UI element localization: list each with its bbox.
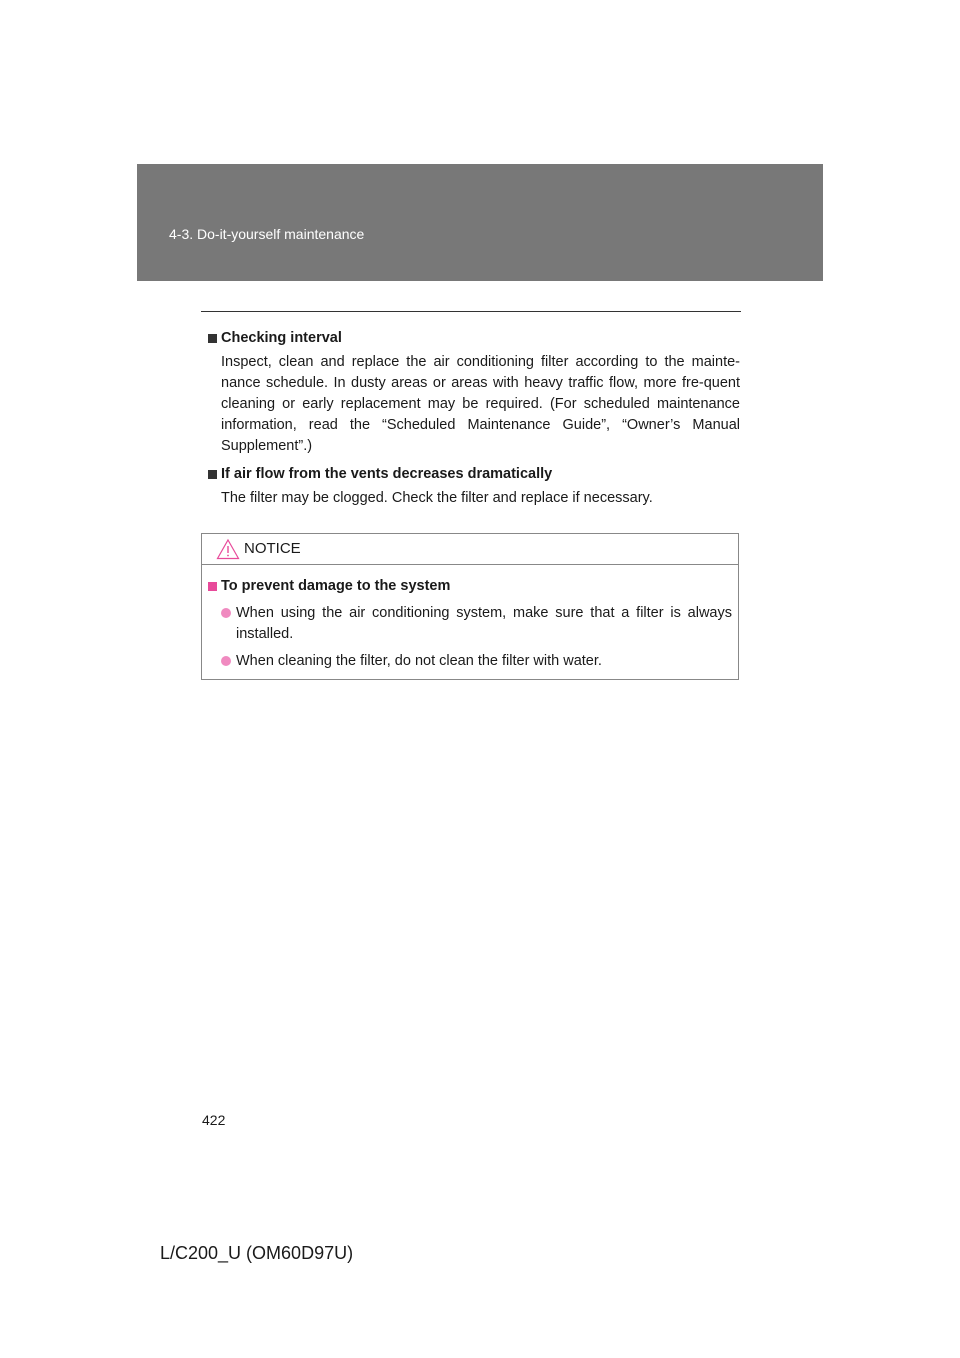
main-content xyxy=(208,328,740,516)
circle-bullet-icon xyxy=(221,608,231,618)
square-bullet-icon xyxy=(208,582,217,591)
notice-header xyxy=(202,534,738,565)
notice-bullet-text: When using the air conditioning system, make sure that a filter is always installed. xyxy=(236,605,732,642)
notice-title: NOTICE xyxy=(244,540,301,557)
section-title: 4-3. Do-it-yourself maintenance xyxy=(169,226,365,242)
warning-triangle-icon xyxy=(216,538,240,560)
square-bullet-icon xyxy=(208,334,217,343)
section-air-flow xyxy=(208,464,740,509)
notice-bullet xyxy=(221,603,732,645)
section-heading: If air flow from the vents decreases dramatically xyxy=(221,466,553,482)
section-heading: Checking interval xyxy=(221,330,342,346)
square-bullet-icon xyxy=(208,470,217,479)
notice-bullet xyxy=(221,651,732,672)
notice-box xyxy=(201,533,739,680)
circle-bullet-icon xyxy=(221,656,231,666)
divider xyxy=(201,311,741,312)
document-code: L/C200_U (OM60D97U) xyxy=(160,1243,354,1263)
header-band xyxy=(137,164,823,281)
section-text: Inspect, clean and replace the air conditioning filter according to the mainte-nance schedule. In dusty areas or areas with heavy traffic flow, more fre-quent cleaning or early replacement may be required. (For scheduled maintenance information, read the “Scheduled Maintenance Guide”, “Owner’s Manual Supplement”.) xyxy=(221,354,740,454)
notice-body xyxy=(202,565,738,672)
section-text: The filter may be clogged. Check the filter and replace if necessary. xyxy=(221,490,653,506)
notice-bullet-text: When cleaning the filter, do not clean the filter with water. xyxy=(236,653,602,669)
section-checking-interval xyxy=(208,328,740,457)
notice-heading: To prevent damage to the system xyxy=(221,578,451,594)
page-number: 422 xyxy=(202,1112,226,1128)
